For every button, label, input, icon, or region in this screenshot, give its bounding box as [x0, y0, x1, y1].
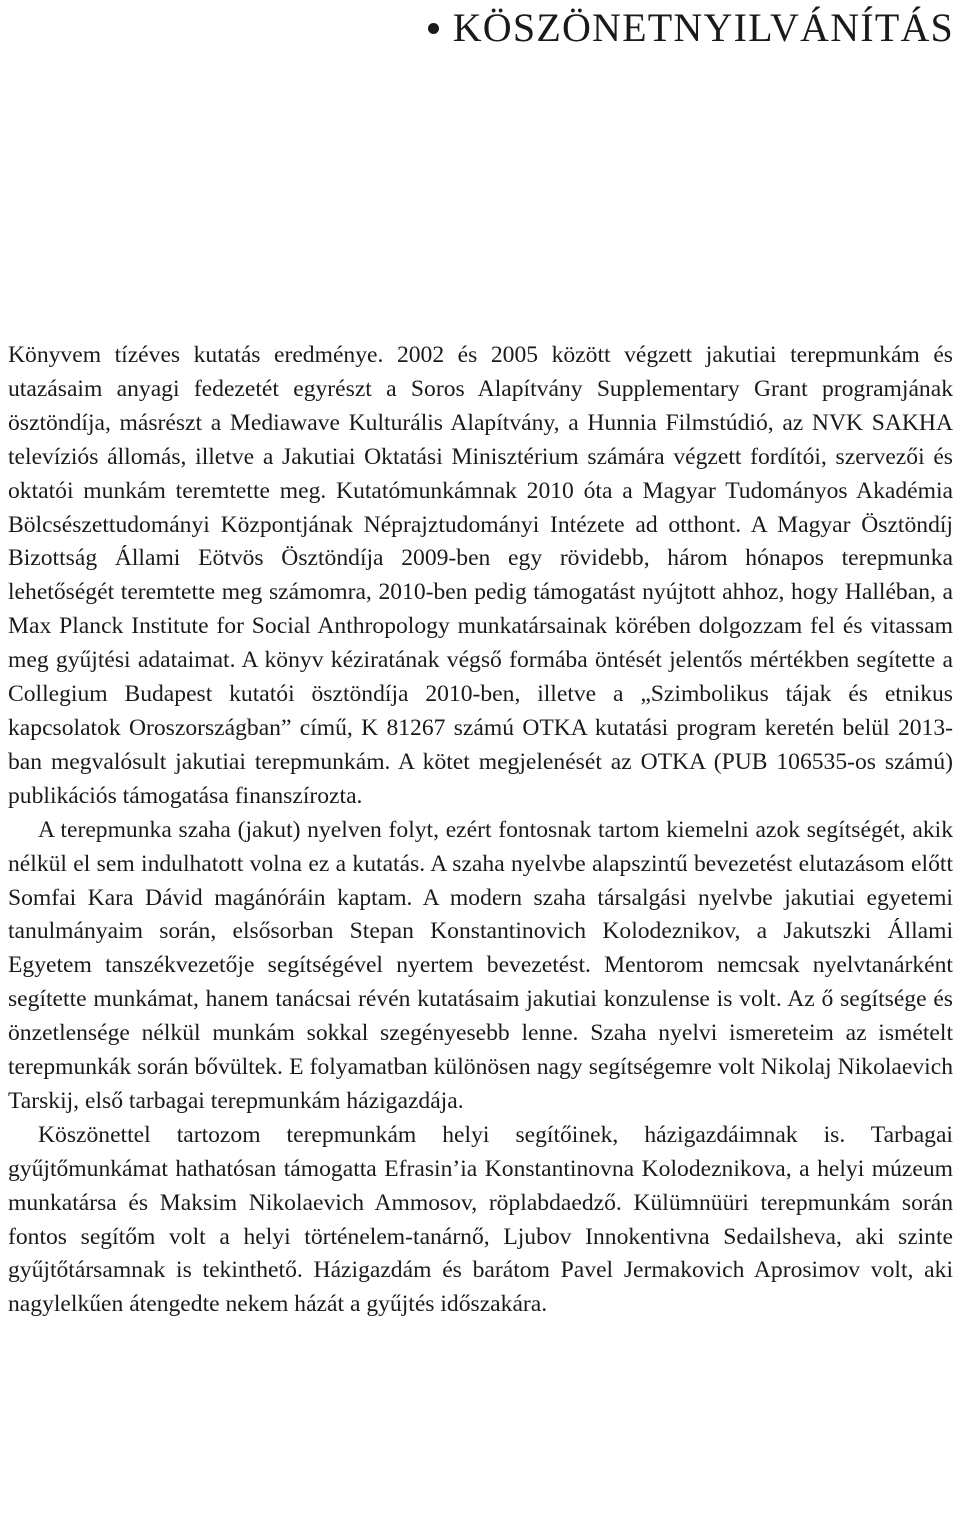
paragraph-3: Köszönettel tartozom terepmunkám helyi segítőinek, házigazdáimnak is. Tarbagai gyűjtőmunkámat hathatósan támogatta Efrasin’ia Konstantinovna Kolodeznikova, a helyi múzeum munkatársa és Maksim Nikolaevich Ammosov, röplabdaedző. Külümnüüri terepmunkám során fontos segítőm volt a helyi történelem-tanárnő, Ljubov Innokentivna Sedailsheva, aki szinte gyűjtőtársamnak is tekinthető. Házigazdám és barátom Pavel Jermakovich Aprosimov volt, aki nagylelkűen átengedte nekem házát a gyűjtés időszakára.	[8, 1121, 953, 1318]
body-text	[8, 339, 953, 1322]
paragraph-1: Könyvem tízéves kutatás eredménye. 2002 és 2005 között végzett jakutiai terepmunkám és utazásaim anyagi fedezetét egyrészt a Soros Alapítvány Supplementary Grant programjának ösztöndíja, másrészt a Mediawave Kulturális Alapítvány, a Hunnia Filmstúdió, az NVK SAKHA televíziós állomás, illetve a Jakutiai Oktatási Minisztérium számára végzett fordítói, szervezői és oktatói munkám teremtette meg. Kutatómunkámnak 2010 óta a Magyar Tudományos Akadémia Bölcsészettudományi Központjának Néprajztudományi Intézete ad otthont. A Magyar Ösztöndíj Bizottság Állami Eötvös Ösztöndíja 2009-ben egy rövidebb, három hónapos terepmunka lehetőségét teremtette meg számomra, 2010-ben pedig támogatást nyújtott ahhoz, hogy Halléban, a Max Planck Institute for Social Anthropology munkatársainak körében dolgozzam fel és vitassam meg gyűjtési adataimat. A könyv kéziratának végső formába öntését jelentős mértékben segítette a Collegium Budapest kutatói ösztöndíja 2010-ben, illetve a „Szimbolikus tájak és etnikus kapcsolatok Oroszországban” című, K 81267 számú OTKA kutatási program keretén belül 2013-ban megvalósult jakutiai terepmunkám. A kötet megjelenését az OTKA (PUB 106535-os számú) publikációs támogatása finanszírozta.	[8, 342, 953, 809]
chapter-title: KÖSZÖNETNYILVÁNÍTÁS	[452, 5, 954, 50]
chapter-header	[428, 4, 954, 52]
bullet-icon	[428, 23, 439, 34]
paragraph-2: A terepmunka szaha (jakut) nyelven folyt, ezért fontosnak tartom kiemelni azok segítségét, akik nélkül el sem indulhatott volna ez a kutatás. A szaha nyelvbe alapszintű bevezetést elutazásom előtt Somfai Kara Dávid magánóráin kaptam. A modern szaha társalgási nyelvbe jakutiai egyetemi tanulmányaim során, elsősorban Stepan Konstantinovich Kolodeznikov, a Jakutszki Állami Egyetem tanszékvezetője segítségével nyertem bevezetést. Mentorom nemcsak nyelvtanárként segítette munkámat, hanem tanácsai révén kutatásaim jakutiai konzulense is volt. Az ő segítsége és önzetlensége nélkül munkám sokkal szegényesebb lenne. Szaha nyelvi ismereteim az ismételt terepmunkák során bővültek. E folyamatban különösen nagy segítségemre volt Nikolaj Nikolaevich Tarskij, első tarbagai terepmunkám házigazdája.	[8, 816, 953, 1114]
